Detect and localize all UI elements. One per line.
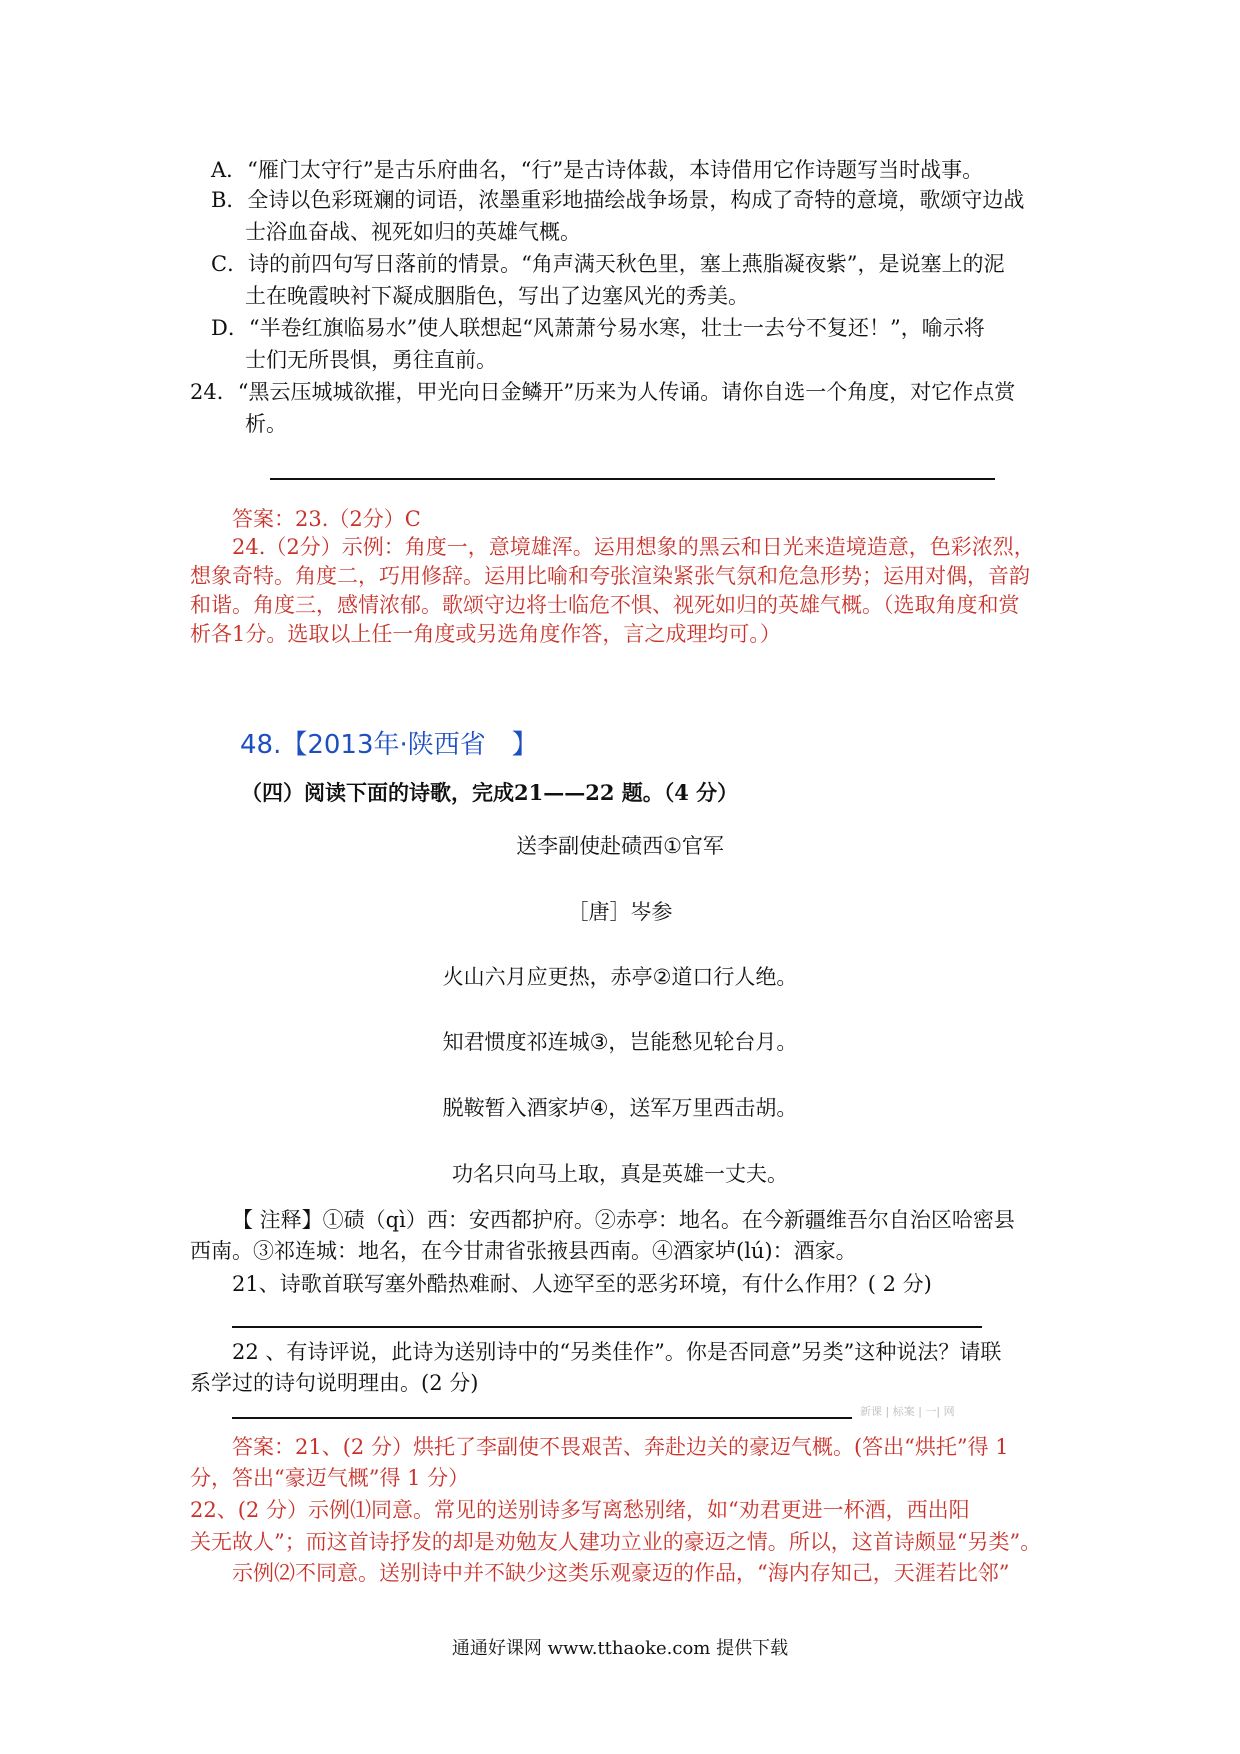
- answer-21: 答案：21、(2 分）烘托了李副使不畏艰苦、奔赴边关的豪迈气概。(答出“烘托”得 1: [232, 1435, 1009, 1459]
- answer-22-line: 关无故人”；而这首诗抒发的却是劝勉友人建功立业的豪迈之情。所以，这首诗颇显“另类”。: [190, 1530, 1042, 1554]
- poem-line: 脱鞍暂入酒家垆④，送军万里西击胡。: [442, 1096, 798, 1120]
- option-d: D．“半卷红旗临易水”使人联想起“风萧萧兮易水寒，壮士一去兮不复还！”，喻示将: [211, 316, 985, 340]
- answer-23: 答案：23.（2分）C: [232, 507, 421, 531]
- option-d-continued: 士们无所畏惧，勇往直前。: [245, 348, 497, 372]
- poem-line: 火山六月应更热，赤亭②道口行人绝。: [442, 965, 798, 989]
- option-b-continued: 士浴血奋战、视死如归的英雄气概。: [245, 220, 581, 244]
- poem-line: 知君惯度祁连城③，岂能愁见轮台月。: [442, 1030, 798, 1054]
- section-instruction: （四）阅读下面的诗歌，完成21——22 题。（4 分）: [241, 780, 739, 805]
- answer-24-line: 析各1分。选取以上任一角度或另选角度作答，言之成理均可。）: [190, 622, 781, 646]
- question-22: 22 、有诗评说，此诗为送别诗中的“另类佳作”。你是否同意”另类”这种说法？请联: [232, 1340, 1002, 1364]
- page-footer: 通通好课网 www.tthaoke.com 提供下载: [451, 1638, 789, 1659]
- answer-22: 22、(2 分）示例⑴同意。常见的送别诗多写离愁别绪，如“劝君更进一杯酒，西出阳: [190, 1498, 970, 1522]
- answer-24-line: 24.（2分）示例：角度一，意境雄浑。运用想象的黑云和日光来造境造意，色彩浓烈，: [232, 535, 1035, 559]
- answer-line: [232, 1326, 982, 1328]
- option-a: A．“雁门太守行”是古乐府曲名，“行”是古诗体裁，本诗借用它作诗题写当时战事。: [211, 158, 984, 182]
- section-header: 48.【2013年·陕西省 】: [240, 730, 538, 760]
- option-c: C．诗的前四句写日落前的情景。“角声满天秋色里，塞上燕脂凝夜紫”，是说塞上的泥: [211, 252, 1005, 276]
- answer-line: [270, 478, 995, 480]
- question-21: 21、诗歌首联写塞外酷热难耐、人迹罕至的恶劣环境，有什么作用？( 2 分): [232, 1272, 932, 1296]
- question-22-continued: 系学过的诗句说明理由。(2 分): [190, 1371, 479, 1395]
- answer-24-line: 和谐。角度三，感情浓郁。歌颂守边将士临危不惧、视死如归的英雄气概。（选取角度和赏: [190, 593, 1020, 617]
- poem-notes-continued: 西南。③祁连城：地名，在今甘肃省张掖县西南。④酒家垆(lú)：酒家。: [190, 1239, 857, 1263]
- answer-line: [232, 1417, 852, 1419]
- poem-line: 功名只向马上取，真是英雄一丈夫。: [452, 1162, 788, 1186]
- watermark: 新课 | 标案 | 一| 网: [860, 1405, 955, 1418]
- question-24: 24．“黑云压城城欲摧，甲光向日金鳞开”历来为人传诵。请你自选一个角度，对它作点赏: [190, 380, 1016, 404]
- question-24-continued: 析。: [245, 412, 287, 436]
- poem-author: ［唐］岑参: [567, 900, 673, 924]
- answer-22-line: 示例⑵不同意。送别诗中并不缺少这类乐观豪迈的作品，“海内存知己，天涯若比邻”: [232, 1561, 1010, 1585]
- answer-21-continued: 分，答出“豪迈气概”得 1 分）: [190, 1466, 470, 1490]
- poem-title: 送李副使赴碛西①官军: [516, 834, 724, 858]
- option-c-continued: 土在晚霞映衬下凝成胭脂色，写出了边塞风光的秀美。: [245, 284, 749, 308]
- poem-notes: 【 注释】①碛（qì）西：安西都护府。②赤亭：地名。在今新疆维吾尔自治区哈密县: [232, 1208, 1015, 1232]
- answer-24-line: 想象奇特。角度二，巧用修辞。运用比喻和夸张渲染紧张气氛和危急形势；运用对偶，音韵: [190, 564, 1030, 588]
- option-b: B．全诗以色彩斑斓的词语，浓墨重彩地描绘战争场景，构成了奇特的意境，歌颂守边战: [211, 188, 1025, 212]
